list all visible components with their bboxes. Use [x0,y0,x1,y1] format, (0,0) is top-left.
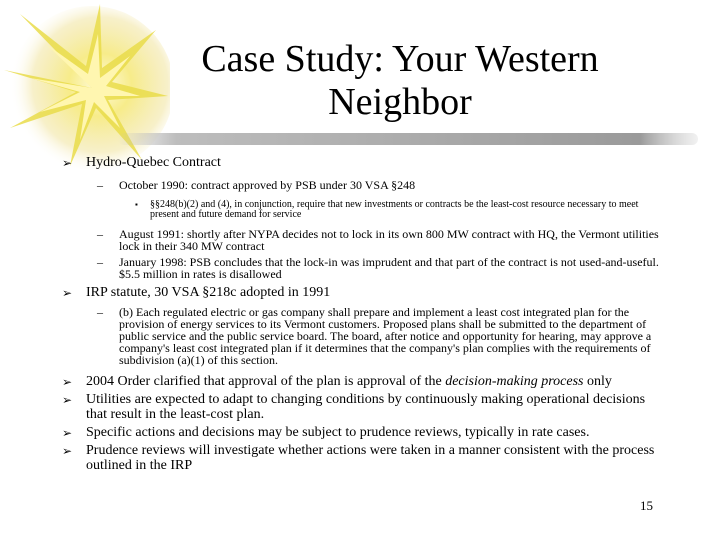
decision-making-process-emphasis: decision-making process [445,374,584,389]
bullet-text: Hydro-Quebec Contract [86,155,221,170]
square-bullet-icon: ▪ [135,200,138,209]
bullet-text: Specific actions and decisions may be subject to prudence reviews, typically in rate cases. [86,425,590,440]
sub-sub-bullet-248 [135,200,662,220]
arrow-bullet-icon: ➢ [62,286,73,300]
bullet-hydro-quebec [62,155,662,170]
slide-title: Case Study: Your Western Neighbor [201,38,599,123]
bullet-text: (b) Each regulated electric or gas company shall prepare and implement a least cost integrated plan for the provision of energy services to its Vermont customers. Proposed plans shall be submitted to the department of public service and the public service board. The board, after notice and opportunity for hearing, may approve a company's least cost integrated plan if it determines that the company's plan complies with the requirements of subdivision (a)(1) of this section. [119,305,652,367]
dash-bullet-icon: – [97,255,103,269]
bullet-text-end: only [583,374,612,389]
sub-bullet-irp-b [97,306,662,366]
slide-body [62,155,662,473]
dash-bullet-icon: – [97,305,103,319]
bullet-2004-order [62,374,662,389]
bullet-text: Prudence reviews will investigate whether actions were taken in a manner consistent with the process outlined in the IRP [86,443,655,473]
bullet-specific-actions [62,425,662,440]
page-number: 15 [640,498,653,513]
bullet-text: October 1990: contract approved by PSB under 30 VSA §248 [119,178,416,192]
sub-bullet-august-1991 [97,228,662,252]
arrow-bullet-icon: ➢ [62,375,73,389]
bullet-utilities [62,392,662,422]
arrow-bullet-icon: ➢ [62,426,73,440]
bullet-text: August 1991: shortly after NYPA decides not to lock in its own 800 MW contract with HQ, the Vermont utilities lock in their 340 MW contract [119,227,659,253]
arrow-bullet-icon: ➢ [62,444,73,458]
bullet-text: Utilities are expected to adapt to changing conditions by continuously making operational decisions that result in the least-cost plan. [86,392,646,422]
arrow-bullet-icon: ➢ [62,156,73,170]
bullet-text: January 1998: PSB concludes that the lock-in was imprudent and that part of the contract is not used-and-useful. $5.5 million in rates is disallowed [119,255,659,281]
sub-bullet-october-1990 [97,179,662,191]
bullet-text: IRP statute, 30 VSA §218c adopted in 1991 [86,285,331,300]
dash-bullet-icon: – [97,227,103,241]
sub-bullet-january-1998 [97,256,662,280]
dash-bullet-icon: – [97,178,103,192]
bullet-irp-statute [62,285,662,300]
bullet-prudence-reviews [62,443,662,473]
title-underline [118,128,698,150]
bullet-text: §§248(b)(2) and (4), in conjunction, require that new investments or contracts be the least-cost resource necessary to meet present and future demand for service [150,199,639,220]
bullet-text: 2004 Order clarified that approval of the plan is approval of the [86,374,446,389]
arrow-bullet-icon: ➢ [62,393,73,407]
